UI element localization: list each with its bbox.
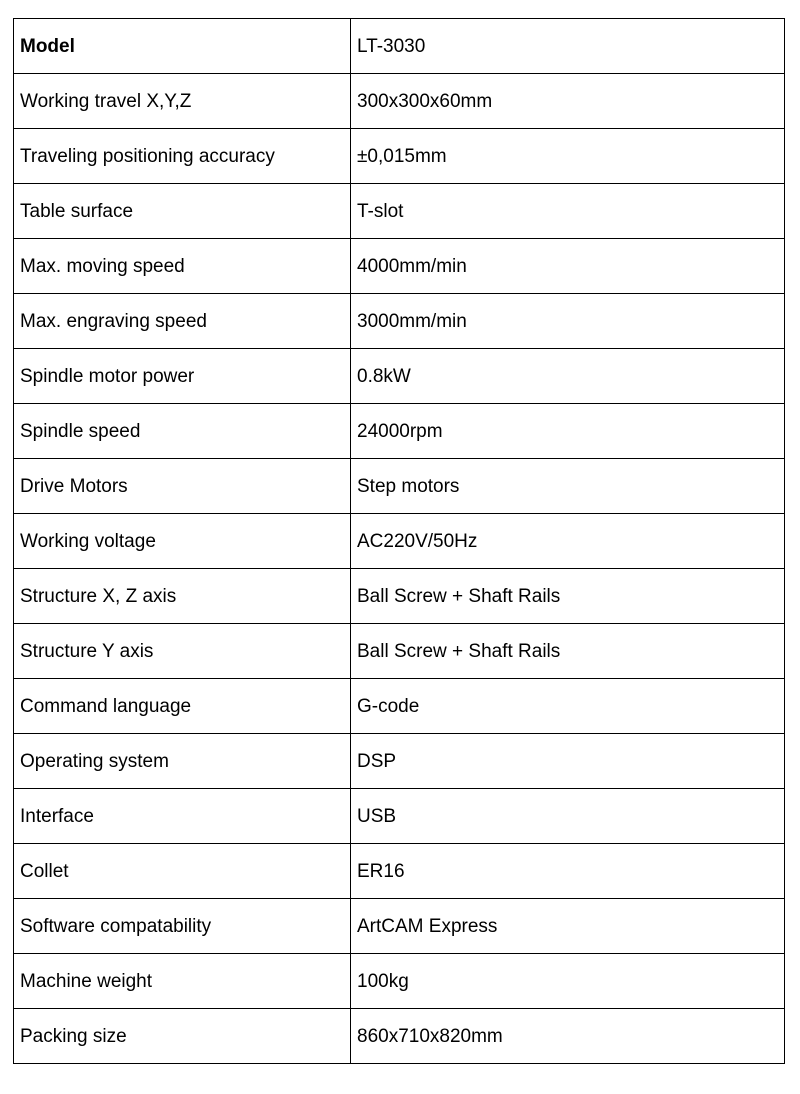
spec-label: Operating system — [14, 734, 351, 789]
spec-label: Structure X, Z axis — [14, 569, 351, 624]
spec-label: Interface — [14, 789, 351, 844]
table-row — [14, 1009, 785, 1064]
table-row — [14, 129, 785, 184]
spec-label: Traveling positioning accuracy — [14, 129, 351, 184]
spec-value: DSP — [351, 734, 785, 789]
spec-value: 100kg — [351, 954, 785, 1009]
table-row-model — [14, 19, 785, 74]
table-row — [14, 789, 785, 844]
spec-label: Max. engraving speed — [14, 294, 351, 349]
spec-table — [13, 18, 785, 1064]
table-row — [14, 404, 785, 459]
spec-value: ER16 — [351, 844, 785, 899]
spec-label: Spindle motor power — [14, 349, 351, 404]
spec-value: Ball Screw + Shaft Rails — [351, 624, 785, 679]
table-row — [14, 459, 785, 514]
table-row — [14, 514, 785, 569]
spec-label: Command language — [14, 679, 351, 734]
table-row — [14, 734, 785, 789]
spec-table-body — [14, 19, 785, 1064]
table-row — [14, 74, 785, 129]
spec-label: Machine weight — [14, 954, 351, 1009]
spec-label: Software compatability — [14, 899, 351, 954]
table-row — [14, 294, 785, 349]
spec-label: Collet — [14, 844, 351, 899]
spec-value: 4000mm/min — [351, 239, 785, 294]
table-row — [14, 349, 785, 404]
spec-value: ±0,015mm — [351, 129, 785, 184]
spec-label: Max. moving speed — [14, 239, 351, 294]
spec-label: Structure Y axis — [14, 624, 351, 679]
spec-label: Working voltage — [14, 514, 351, 569]
spec-label: Table surface — [14, 184, 351, 239]
table-row — [14, 239, 785, 294]
spec-label: Drive Motors — [14, 459, 351, 514]
spec-value: USB — [351, 789, 785, 844]
spec-value: 300x300x60mm — [351, 74, 785, 129]
table-row — [14, 569, 785, 624]
spec-label: Packing size — [14, 1009, 351, 1064]
spec-value: 0.8kW — [351, 349, 785, 404]
spec-value: 24000rpm — [351, 404, 785, 459]
table-row — [14, 624, 785, 679]
table-row — [14, 954, 785, 1009]
table-row — [14, 679, 785, 734]
spec-label: Working travel X,Y,Z — [14, 74, 351, 129]
spec-value: ArtCAM Express — [351, 899, 785, 954]
table-row — [14, 844, 785, 899]
spec-value: AC220V/50Hz — [351, 514, 785, 569]
spec-label: Spindle speed — [14, 404, 351, 459]
spec-value: 3000mm/min — [351, 294, 785, 349]
spec-value: Step motors — [351, 459, 785, 514]
spec-label: Model — [14, 19, 351, 74]
spec-value: T-slot — [351, 184, 785, 239]
table-row — [14, 899, 785, 954]
spec-value: G-code — [351, 679, 785, 734]
spec-value: Ball Screw + Shaft Rails — [351, 569, 785, 624]
spec-value: 860x710x820mm — [351, 1009, 785, 1064]
spec-value: LT-3030 — [351, 19, 785, 74]
table-row — [14, 184, 785, 239]
